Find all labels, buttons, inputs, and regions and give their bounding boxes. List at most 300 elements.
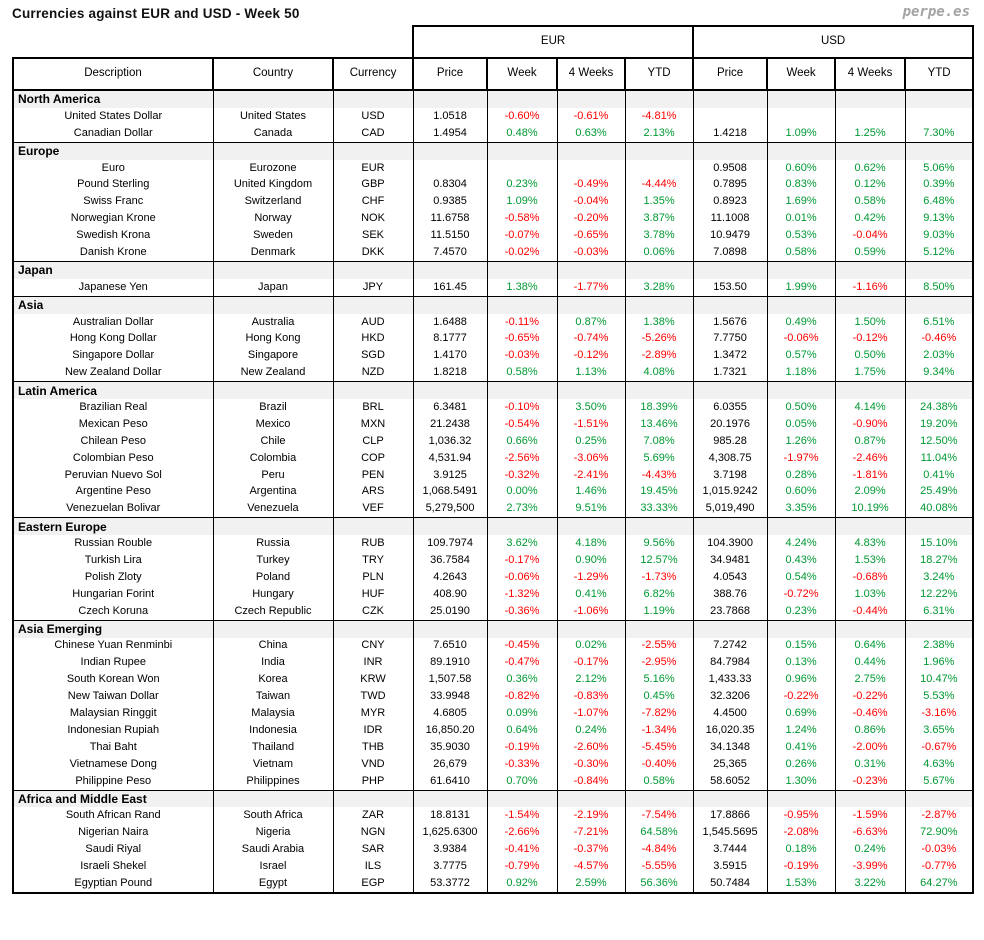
group-header-row	[13, 26, 973, 58]
description-cell: Chilean Peso	[13, 433, 213, 450]
usd-ytd-cell: 0.41%	[905, 467, 973, 484]
eur-price-cell: 8.1777	[413, 330, 487, 347]
currency-row	[13, 364, 973, 381]
section-row	[13, 518, 973, 535]
usd-ytd-cell: 25.49%	[905, 483, 973, 500]
usd-ytd-cell: 9.13%	[905, 210, 973, 227]
usd-4weeks-cell: -0.68%	[835, 569, 905, 586]
currency-row	[13, 433, 973, 450]
usd-ytd-cell: 6.48%	[905, 193, 973, 210]
section-filler-cell	[835, 518, 905, 535]
usd-week-cell: 0.23%	[767, 603, 835, 620]
usd-week-cell: -0.19%	[767, 858, 835, 875]
usd-4weeks-cell: -2.00%	[835, 739, 905, 756]
section-filler-cell	[213, 790, 333, 807]
eur-price-cell: 18.8131	[413, 807, 487, 824]
description-cell: United States Dollar	[13, 108, 213, 125]
section-filler-cell	[557, 261, 625, 278]
section-filler-cell	[333, 790, 413, 807]
usd-4weeks-cell: 0.24%	[835, 841, 905, 858]
eur-price-cell: 0.8304	[413, 176, 487, 193]
usd-week-cell: 0.41%	[767, 739, 835, 756]
usd-ytd-cell: 64.27%	[905, 875, 973, 893]
country-cell: Chile	[213, 433, 333, 450]
description-cell: Euro	[13, 160, 213, 177]
usd-4weeks-cell: 0.59%	[835, 244, 905, 261]
currency-code-cell: ARS	[333, 483, 413, 500]
currency-code-cell: TWD	[333, 688, 413, 705]
eur-ytd-cell: 7.08%	[625, 433, 693, 450]
usd-ytd-cell: -0.46%	[905, 330, 973, 347]
section-filler-cell	[905, 620, 973, 637]
section-label: North America	[13, 90, 213, 108]
eur-price-cell: 1,068.5491	[413, 483, 487, 500]
section-filler-cell	[625, 518, 693, 535]
eur-ytd-cell: 1.38%	[625, 314, 693, 331]
eur-price-cell: 3.9384	[413, 841, 487, 858]
eur-4weeks-cell: 2.59%	[557, 875, 625, 893]
currency-row	[13, 773, 973, 790]
country-cell: Mexico	[213, 416, 333, 433]
usd-4weeks-cell: -2.46%	[835, 450, 905, 467]
currency-header: Currency	[333, 58, 413, 90]
usd-week-cell: 0.60%	[767, 160, 835, 177]
section-filler-cell	[905, 90, 973, 108]
description-cell: New Zealand Dollar	[13, 364, 213, 381]
eur-4weeks-cell: -0.20%	[557, 210, 625, 227]
section-label: Africa and Middle East	[13, 790, 213, 807]
currency-row	[13, 552, 973, 569]
eur-ytd-cell: 9.56%	[625, 535, 693, 552]
usd-ytd-cell: 19.20%	[905, 416, 973, 433]
currency-code-cell: SAR	[333, 841, 413, 858]
usd-price-cell: 16,020.35	[693, 722, 767, 739]
eur-4weeks-cell: -2.19%	[557, 807, 625, 824]
currency-row	[13, 756, 973, 773]
eur-price-cell: 109.7974	[413, 535, 487, 552]
description-cell: Hungarian Forint	[13, 586, 213, 603]
usd-ytd-cell: 3.24%	[905, 569, 973, 586]
eur-4weeks-cell: 1.46%	[557, 483, 625, 500]
eur-4weeks-cell: -0.84%	[557, 773, 625, 790]
usd-price-cell: 3.7198	[693, 467, 767, 484]
usd-price-cell: 1.7321	[693, 364, 767, 381]
section-filler-cell	[625, 296, 693, 313]
section-filler-cell	[333, 90, 413, 108]
usd-ytd-cell: 8.50%	[905, 279, 973, 296]
country-cell: Brazil	[213, 399, 333, 416]
eur-4weeks-cell: -0.65%	[557, 227, 625, 244]
eur-week-cell: -0.10%	[487, 399, 557, 416]
section-filler-cell	[835, 90, 905, 108]
eur-week-cell: -0.58%	[487, 210, 557, 227]
currency-code-cell: HKD	[333, 330, 413, 347]
description-cell: Peruvian Nuevo Sol	[13, 467, 213, 484]
section-filler-cell	[333, 142, 413, 159]
section-filler-cell	[693, 620, 767, 637]
eur-ytd-cell: -4.43%	[625, 467, 693, 484]
section-filler-cell	[625, 790, 693, 807]
currency-row	[13, 450, 973, 467]
usd-group-header: USD	[693, 26, 973, 58]
usd-4weeks-cell: 0.64%	[835, 638, 905, 655]
eur-week-cell: 0.23%	[487, 176, 557, 193]
currency-code-cell: PLN	[333, 569, 413, 586]
description-header: Description	[13, 58, 213, 90]
currency-row	[13, 279, 973, 296]
eur-price-cell: 5,279,500	[413, 500, 487, 517]
section-filler-cell	[693, 790, 767, 807]
eur-ytd-cell: 0.06%	[625, 244, 693, 261]
eur-4weeks-cell: -1.29%	[557, 569, 625, 586]
usd-4weeks-cell: 1.03%	[835, 586, 905, 603]
section-filler-cell	[557, 90, 625, 108]
eur-week-cell: 0.70%	[487, 773, 557, 790]
section-filler-cell	[213, 518, 333, 535]
eur-ytd-cell: 1.19%	[625, 603, 693, 620]
usd-4weeks-cell: -3.99%	[835, 858, 905, 875]
usd-4weeks-cell: 0.50%	[835, 347, 905, 364]
usd-ytd-cell: 1.96%	[905, 654, 973, 671]
eur-4weeks-cell: -1.51%	[557, 416, 625, 433]
eur-4weeks-cell: -0.61%	[557, 108, 625, 125]
eur-week-cell: 0.64%	[487, 722, 557, 739]
eur-price-cell: 408.90	[413, 586, 487, 603]
description-cell: Israeli Shekel	[13, 858, 213, 875]
country-cell: Colombia	[213, 450, 333, 467]
usd-4weeks-cell: 0.87%	[835, 433, 905, 450]
country-cell: Czech Republic	[213, 603, 333, 620]
currency-row	[13, 347, 973, 364]
section-filler-cell	[625, 620, 693, 637]
eur-4weeks-cell: 0.63%	[557, 125, 625, 142]
section-filler-cell	[905, 382, 973, 399]
usd-week-cell: 0.58%	[767, 244, 835, 261]
eur-price-cell: 161.45	[413, 279, 487, 296]
usd-ytd-cell: 40.08%	[905, 500, 973, 517]
usd-price-cell: 153.50	[693, 279, 767, 296]
description-cell: Vietnamese Dong	[13, 756, 213, 773]
eur-week-cell: -0.65%	[487, 330, 557, 347]
usd-ytd-cell: 18.27%	[905, 552, 973, 569]
currency-row	[13, 807, 973, 824]
currency-row	[13, 416, 973, 433]
eur-4weeks-cell: -0.30%	[557, 756, 625, 773]
eur-price-cell: 1,625.6300	[413, 824, 487, 841]
eur-4weeks-cell: 3.50%	[557, 399, 625, 416]
eur-ytd-cell: 19.45%	[625, 483, 693, 500]
eur-week-cell	[487, 160, 557, 177]
eur-group-header: EUR	[413, 26, 693, 58]
header-spacer	[13, 26, 413, 58]
section-filler-cell	[413, 296, 487, 313]
currency-code-cell: GBP	[333, 176, 413, 193]
eur-4weeks-cell: -7.21%	[557, 824, 625, 841]
country-cell: Switzerland	[213, 193, 333, 210]
description-cell: Malaysian Ringgit	[13, 705, 213, 722]
eur-week-cell: -0.32%	[487, 467, 557, 484]
usd-price-cell: 84.7984	[693, 654, 767, 671]
description-cell: New Taiwan Dollar	[13, 688, 213, 705]
table-body	[13, 90, 973, 893]
section-filler-cell	[905, 518, 973, 535]
country-cell: Japan	[213, 279, 333, 296]
currency-row	[13, 535, 973, 552]
usd-week-cell: -0.22%	[767, 688, 835, 705]
usd-price-cell: 25,365	[693, 756, 767, 773]
eur-price-header: Price	[413, 58, 487, 90]
usd-4weeks-cell: -0.04%	[835, 227, 905, 244]
section-row	[13, 620, 973, 637]
eur-ytd-cell: 5.69%	[625, 450, 693, 467]
eur-4weeks-cell: 2.12%	[557, 671, 625, 688]
description-cell: Colombian Peso	[13, 450, 213, 467]
usd-ytd-cell: 15.10%	[905, 535, 973, 552]
eur-price-cell: 1.0518	[413, 108, 487, 125]
usd-4weeks-cell: 0.42%	[835, 210, 905, 227]
currency-row	[13, 176, 973, 193]
currency-row	[13, 193, 973, 210]
eur-4weeks-cell: -1.07%	[557, 705, 625, 722]
usd-ytd-cell: 5.67%	[905, 773, 973, 790]
eur-price-cell	[413, 160, 487, 177]
description-cell: Swiss Franc	[13, 193, 213, 210]
eur-week-cell: -0.19%	[487, 739, 557, 756]
eur-ytd-cell: 13.46%	[625, 416, 693, 433]
usd-4weeks-cell: 3.22%	[835, 875, 905, 893]
section-label: Latin America	[13, 382, 213, 399]
section-filler-cell	[487, 518, 557, 535]
country-cell: Norway	[213, 210, 333, 227]
usd-ytd-cell: 7.30%	[905, 125, 973, 142]
usd-4weeks-cell: 0.31%	[835, 756, 905, 773]
usd-4weeks-cell: 2.09%	[835, 483, 905, 500]
description-cell: Saudi Riyal	[13, 841, 213, 858]
currency-code-cell: AUD	[333, 314, 413, 331]
usd-price-cell: 23.7868	[693, 603, 767, 620]
usd-week-cell: 0.69%	[767, 705, 835, 722]
description-cell: Russian Rouble	[13, 535, 213, 552]
description-cell: Hong Kong Dollar	[13, 330, 213, 347]
usd-ytd-cell: -0.67%	[905, 739, 973, 756]
description-cell: Nigerian Naira	[13, 824, 213, 841]
section-filler-cell	[767, 790, 835, 807]
section-filler-cell	[835, 382, 905, 399]
eur-week-cell: -2.66%	[487, 824, 557, 841]
section-filler-cell	[557, 790, 625, 807]
section-label: Europe	[13, 142, 213, 159]
section-filler-cell	[693, 90, 767, 108]
usd-price-cell	[693, 108, 767, 125]
eur-4weeks-cell: 4.18%	[557, 535, 625, 552]
usd-ytd-cell: -3.16%	[905, 705, 973, 722]
country-cell: Philippines	[213, 773, 333, 790]
description-cell: Australian Dollar	[13, 314, 213, 331]
currency-code-cell: TRY	[333, 552, 413, 569]
usd-ytd-cell: 3.65%	[905, 722, 973, 739]
eur-price-cell: 1,036.32	[413, 433, 487, 450]
eur-ytd-cell: 5.16%	[625, 671, 693, 688]
currency-code-cell: IDR	[333, 722, 413, 739]
usd-week-cell: 0.53%	[767, 227, 835, 244]
usd-price-cell: 985.28	[693, 433, 767, 450]
country-cell: Sweden	[213, 227, 333, 244]
section-filler-cell	[333, 518, 413, 535]
usd-ytd-cell: 10.47%	[905, 671, 973, 688]
description-cell: Norwegian Krone	[13, 210, 213, 227]
eur-4weeks-cell	[557, 160, 625, 177]
eur-week-cell: -0.45%	[487, 638, 557, 655]
country-cell: Egypt	[213, 875, 333, 893]
description-cell: Turkish Lira	[13, 552, 213, 569]
description-cell: Canadian Dollar	[13, 125, 213, 142]
eur-4weeks-cell: -0.74%	[557, 330, 625, 347]
section-filler-cell	[835, 261, 905, 278]
eur-ytd-cell	[625, 160, 693, 177]
country-cell: South Africa	[213, 807, 333, 824]
eur-price-cell: 11.5150	[413, 227, 487, 244]
currency-code-cell: BRL	[333, 399, 413, 416]
section-filler-cell	[625, 90, 693, 108]
usd-week-cell: -0.06%	[767, 330, 835, 347]
eur-week-cell: -0.36%	[487, 603, 557, 620]
section-filler-cell	[835, 790, 905, 807]
usd-price-cell: 5,019,490	[693, 500, 767, 517]
usd-4weeks-cell: 1.50%	[835, 314, 905, 331]
currency-code-cell: NOK	[333, 210, 413, 227]
eur-week-cell: -0.79%	[487, 858, 557, 875]
section-row	[13, 296, 973, 313]
usd-week-cell: 1.69%	[767, 193, 835, 210]
country-cell: New Zealand	[213, 364, 333, 381]
eur-ytd-cell: -5.55%	[625, 858, 693, 875]
eur-week-cell: 1.09%	[487, 193, 557, 210]
usd-price-cell: 0.8923	[693, 193, 767, 210]
usd-ytd-cell: 5.53%	[905, 688, 973, 705]
section-filler-cell	[693, 382, 767, 399]
usd-4weeks-cell: 0.58%	[835, 193, 905, 210]
usd-week-cell: 0.28%	[767, 467, 835, 484]
eur-4weeks-cell: 9.51%	[557, 500, 625, 517]
currency-row	[13, 705, 973, 722]
eur-4weeks-cell: -0.04%	[557, 193, 625, 210]
eur-price-cell: 26,679	[413, 756, 487, 773]
usd-price-cell: 11.1008	[693, 210, 767, 227]
section-filler-cell	[487, 261, 557, 278]
eur-price-cell: 6.3481	[413, 399, 487, 416]
section-filler-cell	[557, 296, 625, 313]
usd-ytd-cell: 12.50%	[905, 433, 973, 450]
usd-4weeks-cell: 1.25%	[835, 125, 905, 142]
eur-ytd-header: YTD	[625, 58, 693, 90]
section-filler-cell	[835, 620, 905, 637]
eur-ytd-cell: 18.39%	[625, 399, 693, 416]
usd-week-cell: 0.60%	[767, 483, 835, 500]
section-filler-cell	[557, 382, 625, 399]
eur-ytd-cell: 3.28%	[625, 279, 693, 296]
eur-week-cell: -0.54%	[487, 416, 557, 433]
usd-ytd-cell: 12.22%	[905, 586, 973, 603]
usd-4weeks-cell: 1.75%	[835, 364, 905, 381]
description-cell: Pound Sterling	[13, 176, 213, 193]
eur-4weeks-cell: -1.77%	[557, 279, 625, 296]
section-filler-cell	[767, 296, 835, 313]
currency-row	[13, 841, 973, 858]
section-filler-cell	[213, 382, 333, 399]
usd-ytd-cell: 5.12%	[905, 244, 973, 261]
eur-week-cell: -0.17%	[487, 552, 557, 569]
usd-price-cell: 0.9508	[693, 160, 767, 177]
usd-4weeks-cell: -0.12%	[835, 330, 905, 347]
country-cell: India	[213, 654, 333, 671]
usd-price-cell: 0.7895	[693, 176, 767, 193]
usd-4weeks-cell: 10.19%	[835, 500, 905, 517]
usd-week-cell: 0.43%	[767, 552, 835, 569]
section-filler-cell	[413, 382, 487, 399]
usd-week-cell: 0.01%	[767, 210, 835, 227]
section-row	[13, 90, 973, 108]
currency-code-cell: PHP	[333, 773, 413, 790]
section-filler-cell	[625, 142, 693, 159]
country-cell: Eurozone	[213, 160, 333, 177]
eur-week-cell: 0.09%	[487, 705, 557, 722]
usd-week-cell: 1.26%	[767, 433, 835, 450]
country-cell: Vietnam	[213, 756, 333, 773]
eur-ytd-cell: 0.58%	[625, 773, 693, 790]
country-cell: Russia	[213, 535, 333, 552]
currency-code-cell: CNY	[333, 638, 413, 655]
section-filler-cell	[333, 620, 413, 637]
section-label: Asia	[13, 296, 213, 313]
usd-ytd-cell: 2.38%	[905, 638, 973, 655]
usd-4weeks-cell: -0.23%	[835, 773, 905, 790]
usd-week-cell: 0.13%	[767, 654, 835, 671]
description-cell: Egyptian Pound	[13, 875, 213, 893]
eur-week-cell: 2.73%	[487, 500, 557, 517]
eur-ytd-cell: -5.26%	[625, 330, 693, 347]
eur-week-cell: 0.36%	[487, 671, 557, 688]
eur-4weeks-cell: 0.90%	[557, 552, 625, 569]
description-cell: Mexican Peso	[13, 416, 213, 433]
section-label: Asia Emerging	[13, 620, 213, 637]
usd-price-cell: 32.3206	[693, 688, 767, 705]
usd-price-cell: 3.5915	[693, 858, 767, 875]
country-cell: Turkey	[213, 552, 333, 569]
description-cell: Thai Baht	[13, 739, 213, 756]
section-filler-cell	[557, 518, 625, 535]
usd-week-cell: 0.57%	[767, 347, 835, 364]
usd-week-cell: 4.24%	[767, 535, 835, 552]
usd-week-cell: 3.35%	[767, 500, 835, 517]
usd-price-cell: 388.76	[693, 586, 767, 603]
currency-row	[13, 722, 973, 739]
section-filler-cell	[905, 142, 973, 159]
usd-price-cell: 1.5676	[693, 314, 767, 331]
usd-week-cell: 0.50%	[767, 399, 835, 416]
section-filler-cell	[333, 296, 413, 313]
usd-week-cell: 0.15%	[767, 638, 835, 655]
description-cell: Philippine Peso	[13, 773, 213, 790]
usd-4weeks-cell: 0.62%	[835, 160, 905, 177]
eur-week-cell: 1.38%	[487, 279, 557, 296]
eur-ytd-cell: -7.82%	[625, 705, 693, 722]
eur-week-cell: -0.60%	[487, 108, 557, 125]
usd-week-cell: -1.97%	[767, 450, 835, 467]
column-header-row	[13, 58, 973, 90]
eur-4weeks-cell: -4.57%	[557, 858, 625, 875]
currency-row	[13, 569, 973, 586]
country-header: Country	[213, 58, 333, 90]
